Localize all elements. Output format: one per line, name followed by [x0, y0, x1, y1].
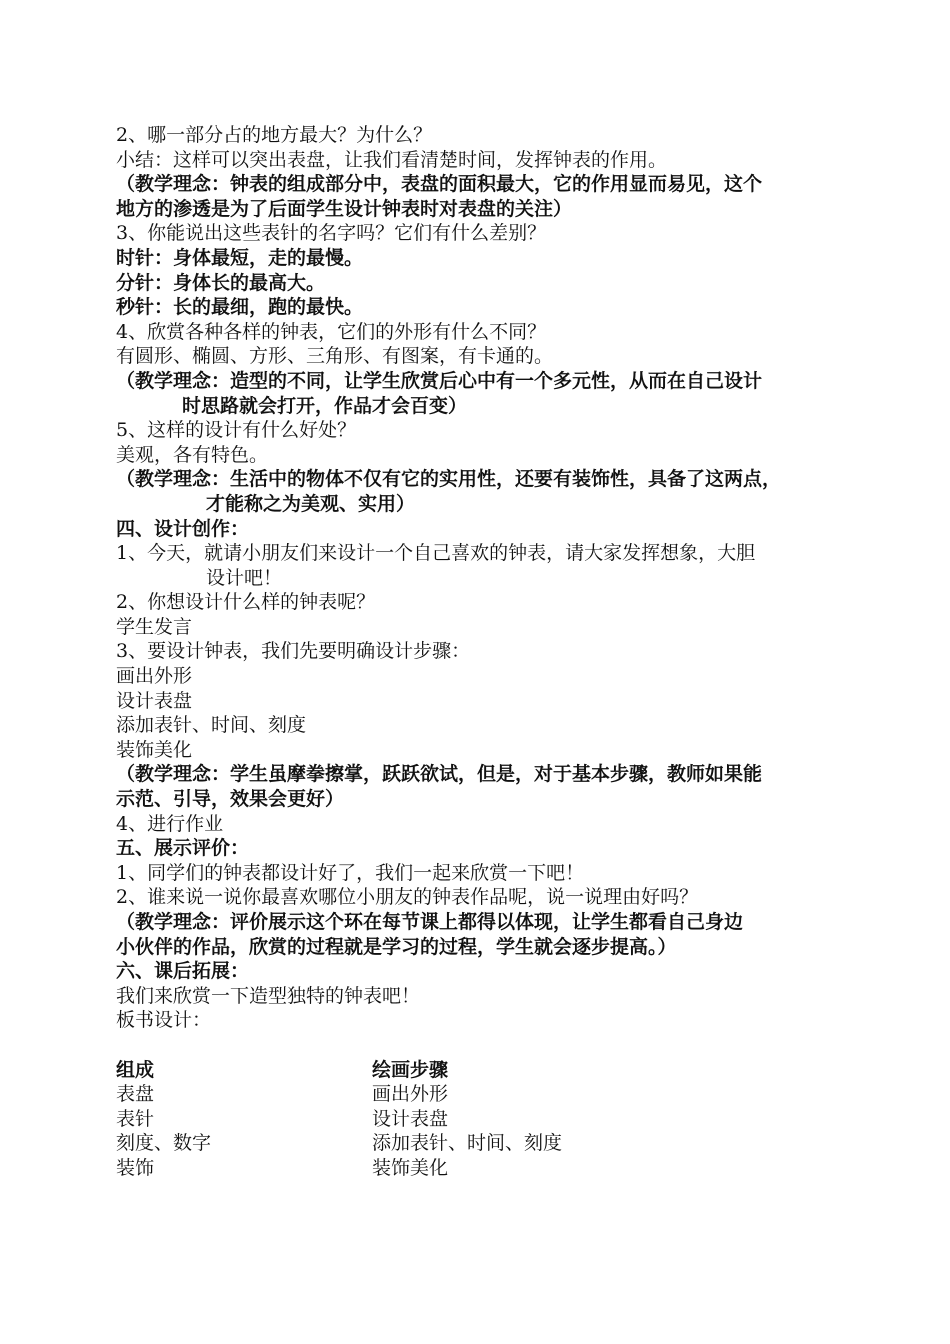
board-col1-header: 组成: [116, 1058, 155, 1081]
text-line: 2、谁来说一说你最喜欢哪位小朋友的钟表作品呢，说一说理由好吗？: [116, 886, 699, 909]
text-line: 3、要设计钟表，我们先要明确设计步骤：: [116, 640, 471, 663]
board-component-cell: 装饰: [116, 1156, 155, 1179]
board-row: [116, 1082, 856, 1107]
board-step-cell: 设计表盘: [372, 1107, 449, 1130]
text-line: 美观，各有特色。: [116, 443, 269, 466]
text-line: （教学理念：生活中的物体不仅有它的实用性，还要有装饰性，具备了这两点，: [116, 468, 782, 491]
text-line: 画出外形: [116, 665, 193, 688]
board-row: [116, 1131, 856, 1156]
board-component-cell: 表盘: [116, 1083, 155, 1106]
board-step-cell: 画出外形: [372, 1083, 449, 1106]
text-line: 添加表针、时间、刻度: [116, 714, 307, 737]
text-line: 时针：身体最短，走的最慢。: [116, 246, 364, 269]
text-line: 学生发言: [116, 615, 193, 638]
text-line: 4、欣赏各种各样的钟表，它们的外形有什么不同？: [116, 320, 547, 343]
text-line: 板书设计：: [116, 1009, 212, 1032]
text-line: 1、今天，就请小朋友们来设计一个自己喜欢的钟表，请大家发挥想象，大胆: [116, 542, 756, 565]
text-line: 2、你想设计什么样的钟表呢？: [116, 591, 376, 614]
board-component-cell: 刻度、数字: [116, 1132, 212, 1155]
text-line: 时思路就会打开，作品才会百变）: [182, 394, 468, 417]
board-col2-header: 绘画步骤: [372, 1058, 449, 1081]
text-line: （教学理念：评价展示这个环在每节课上都得以体现，让学生都看自己身边: [116, 911, 744, 933]
text-line: 六、课后拓展：: [116, 960, 250, 983]
text-line: 有圆形、椭圆、方形、三角形、有图案，有卡通的。: [116, 345, 554, 368]
text-line: 五、展示评价：: [116, 837, 250, 860]
text-line: 小结：这样可以突出表盘，让我们看清楚时间，发挥钟表的作用。: [116, 148, 668, 171]
board-step-cell: 装饰美化: [372, 1156, 449, 1179]
text-line: 四、设计创作：: [116, 517, 250, 540]
text-line: 装饰美化: [116, 738, 193, 761]
text-line: 才能称之为美观、实用）: [206, 492, 416, 515]
text-line: 2、哪一部分占的地方最大？为什么？: [116, 124, 433, 146]
text-line: 设计吧！: [206, 566, 283, 589]
text-line: 1、同学们的钟表都设计好了，我们一起来欣赏一下吧！: [116, 861, 585, 884]
text-line: 3、你能说出这些表针的名字吗？它们有什么差别？: [116, 222, 547, 245]
board-component-cell: 表针: [116, 1107, 155, 1130]
text-line: 分针：身体长的最高大。: [116, 271, 326, 294]
text-line: 4、进行作业: [116, 812, 224, 835]
board-header-row: [116, 1058, 856, 1083]
text-line: 5、这样的设计有什么好处？: [116, 419, 357, 442]
text-line: （教学理念：造型的不同，让学生欣赏后心中有一个多元性，从而在自己设计: [116, 369, 763, 392]
text-line: 示范、引导，效果会更好）: [116, 788, 345, 811]
board-row: [116, 1107, 856, 1132]
document-page: [116, 123, 856, 1181]
board-row: [116, 1156, 856, 1181]
text-line: （教学理念：学生虽摩拳擦掌，跃跃欲试，但是，对于基本步骤，教师如果能: [116, 763, 763, 786]
text-line: （教学理念：钟表的组成部分中，表盘的面积最大，它的作用显而易见，这个: [116, 173, 763, 196]
board-step-cell: 添加表针、时间、刻度: [372, 1132, 563, 1155]
document-body: [116, 123, 856, 1033]
text-line: 地方的渗透是为了后面学生设计钟表时对表盘的关注）: [116, 197, 573, 220]
board-rows: [116, 1082, 856, 1180]
text-line: 我们来欣赏一下造型独特的钟表吧！: [116, 984, 421, 1007]
text-line: 小伙伴的作品，欣赏的过程就是学习的过程，学生就会逐步提高。）: [116, 935, 677, 958]
text-line: 秒针：长的最细，跑的最快。: [116, 296, 364, 319]
blank-line: [116, 1033, 856, 1058]
text-line: 设计表盘: [116, 689, 193, 712]
